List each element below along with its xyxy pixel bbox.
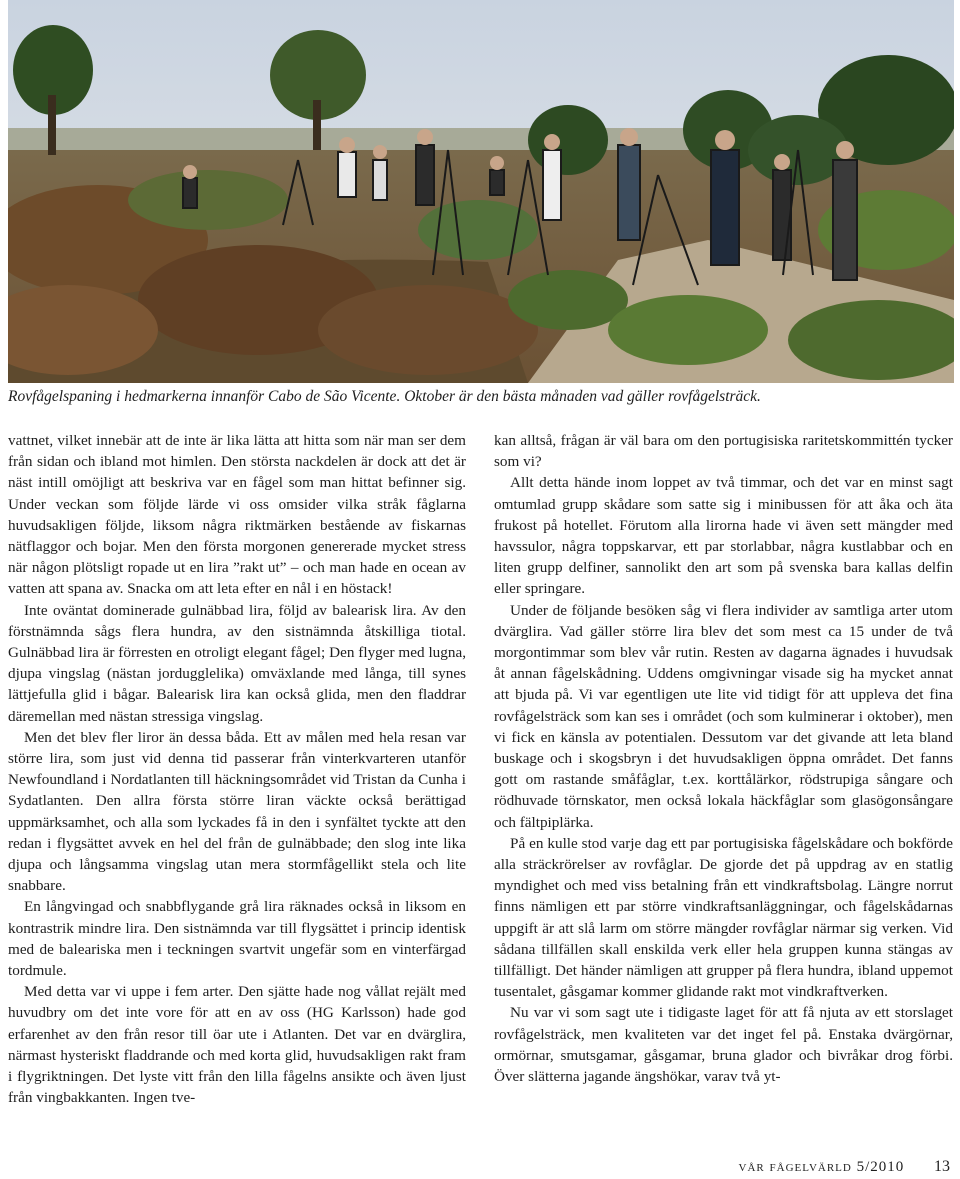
paragraph: Under de följande besöken såg vi flera individer av samtliga arter utom dvärglira. Vad gäller större lira blev det som mest ca 15 under de två morgontimmar som blev vår rutin. Resten av dagarna ägnades i huvudsak åt annan fågelskådning. Uddens omgivningar visade sig ha mycket annat att bjuda på. Vi var egentligen ute lite vid tidigt för att uppleva det fina rovfågelsträck som kan ses i området (och som kulminerar i oktober), men vi fick en känsla av potentialen. Dessutom var det givande att leta bland buskage och i skogsbryn i det huvudsakligen öppna området. Det fanns gott om rastande småfåglar, t.ex. korttålärkor, rödstrupiga sångare och rödhuvade törnskator, men också lokala häckfåglar som glasögonsångare och fältpiplärka.: [494, 601, 953, 831]
paragraph: På en kulle stod varje dag ett par portugisiska fågelskådare och bokförde alla sträckrörelser av rovfåglar. De gjorde det på uppdrag av en statlig myndighet och med viss betalning från ett vindkraftsbolag. Längre norrut finns nämligen ett par större vindkraftsanläggningar, och fågelskådarnas uppgift är att slå larm om större mängder rovfåglar närmar sig verken. Vid sådana tillfällen skall enskilda verk eller hela gruppen kunna stängas av tillfälligt. Det händer nämligen att grupper på flera hundra, ibland uppemot tusentalet, gåsgamar kommer glidande rakt mot vindkraftverken.: [494, 834, 953, 1001]
page-number: 13: [934, 1158, 950, 1175]
magazine-title: vår fågelvärld 5/2010: [738, 1159, 905, 1175]
photo-caption: Rovfågelspaning i hedmarkerna innanför Cabo de São Vicente. Oktober är den bästa månaden vad gäller rovfågelsträck.: [8, 388, 761, 405]
page-footer: [739, 1158, 950, 1176]
photo-birdwatchers: [8, 0, 954, 383]
text-column-right: [494, 430, 953, 1087]
paragraph: Inte oväntat dominerade gulnäbbad lira, följd av balearisk lira. Av den förstnämnda sågs flera hundra, av den sistnämnda åtskilliga tiotal. Gulnäbbad lira är förresten en otroligt elegant fågel; Den flyger med lugna, djupa vingslag (nästan jordugglelika) omväxlande med långa, till synes lättjefulla glid i bågar. Balearisk lira kan också glida, men den fladdrar däremellan med nästan stressiga vingslag.: [8, 601, 466, 725]
paragraph: En långvingad och snabbflygande grå lira räknades också in liksom en kontrastrik mindre lira. Den sistnämnda var till flygsättet i princip identisk med de baleariska men i teckningen svartvit ungefär som en vinterfärgad tordmule.: [8, 898, 466, 980]
paragraph: Nu var vi som sagt ute i tidigaste laget för att få njuta av ett storslaget rovfågelsträck, men kvaliteten var det inget fel på. Enstaka dvärgörnar, ormörnar, smutsgamar, gåsgamar, bruna glador och bivråkar drog förbi. Över slätterna jagande ängshökar, varav två yt-: [494, 1004, 953, 1086]
text-column-left: [8, 430, 466, 1109]
paragraph: Men det blev fler liror än dessa båda. Ett av målen med hela resan var större lira, som just vid denna tid passerar från vinterkvarteren utanför Newfoundland i Nordatlanten till häckningsområdet vid Tristan da Cunha i Sydatlanten. Den allra första större liran väckte också berättigad uppmärksamhet, och alla som lyckades få in den i synfältet tyckte att den redan i flygsättet avvek en hel del från de gulnäbbade; den slog inte lika djupa och långsamma vingslag utan mera stormfågellikt stela och lite snabbare.: [8, 728, 466, 895]
paragraph: Allt detta hände inom loppet av två timmar, och det var en minst sagt omtumlad grupp skådare som satte sig i minibussen för att åka och äta frukost på hotellet. Förutom alla lirorna hade vi även sett mängder med havssulor, några toppskarvar, ett par storlabbar, några kustlabbar och en liten grupp delfiner, sannolikt den art som på svenska bara kallas delfin eller springare.: [494, 474, 953, 598]
paragraph: kan alltså, frågan är väl bara om den portugisiska raritetskommittén tycker som vi?: [494, 432, 953, 471]
paragraph: vattnet, vilket innebär att de inte är lika lätta att hitta som när man ser dem från sidan och ibland mot himlen. Den största nackdelen är dock att det är näst intill omöjligt att beskriva var en fågel som man hittat befinner sig. Under veckan som följde lärde vi oss omsider vilka stråk fåglarna huvudsakligen följde, liksom några riktmärken bestående av fiskarnas nätflaggor och bojar. Men den första morgonen genererade mycket stress när någon plötsligt ropade ut en lira ”rakt ut” – och man hade en ocean av vatten att spana av. Snacka om att leta efter en nål i en höstack!: [8, 432, 466, 598]
paragraph: Med detta var vi uppe i fem arter. Den sjätte hade nog vållat rejält med huvudbry om det inte vore för att en av oss (HG Karlsson) hade god erfarenhet av den från resor till öar ute i Atlanten. Det var en dvärglira, närmast hysteriskt fladdrande och med korta glid, huvudsakligen rakt fram i flygriktningen. Det lyste vitt från den lilla fågelns ansikte och även ljust från vingbakkanten. Ingen tve-: [8, 983, 466, 1107]
